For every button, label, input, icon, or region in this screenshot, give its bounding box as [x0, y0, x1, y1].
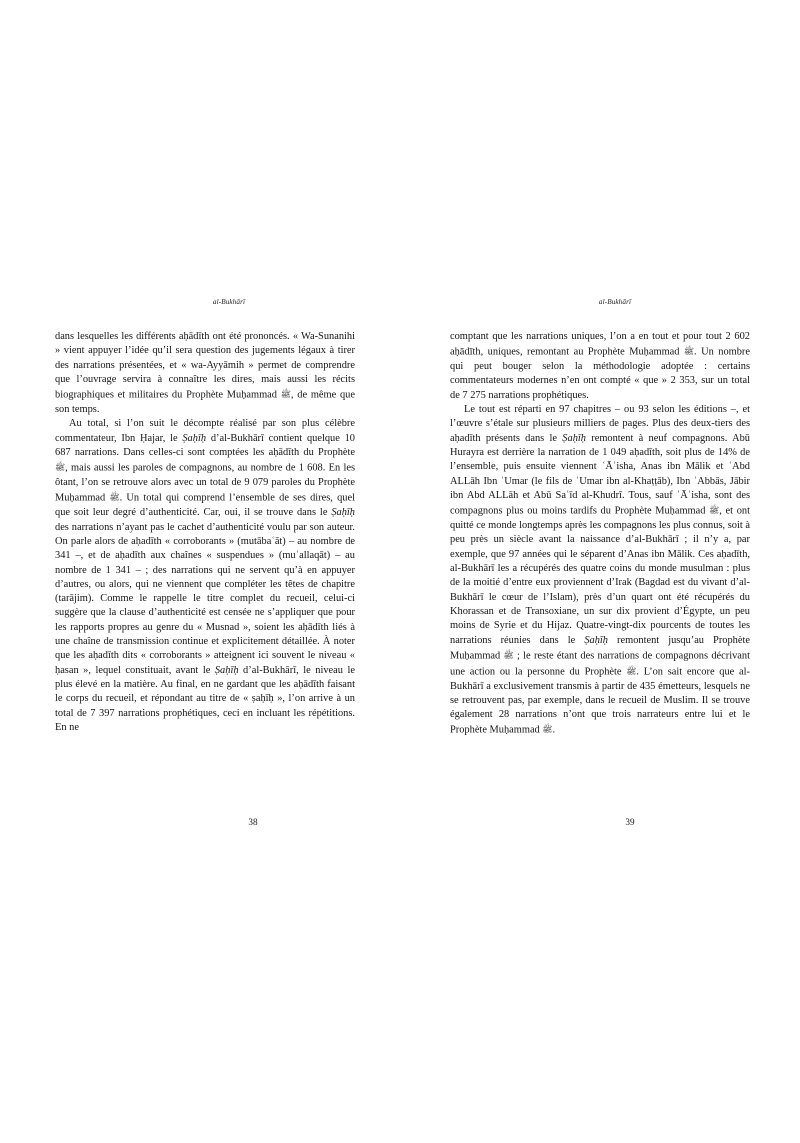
salawat-glyph: ﷺ [626, 665, 637, 676]
salawat-glyph: ﷺ [280, 389, 291, 400]
running-head-left: al-Bukhārī [212, 298, 246, 306]
salawat-glyph: ﷺ [109, 492, 120, 503]
page-left-body [55, 330, 355, 735]
salawat-glyph: ﷺ [709, 505, 720, 516]
salawat-glyph: ﷺ [542, 724, 553, 735]
folio-left: 38 [248, 817, 258, 827]
page-right [400, 0, 800, 1143]
italic-title: Ṣaḥīḥ [182, 432, 207, 444]
salawat-glyph: ﷺ [55, 462, 66, 473]
salawat-glyph: ﷺ [503, 649, 514, 660]
running-head-right: al-Bukhārī [598, 298, 632, 306]
page-left-text-block [55, 298, 355, 843]
page-right-body [450, 330, 750, 738]
paragraph: dans lesquelles les différents aḥādīth ont été prononcés. « Wa-Sunanihi » vient appuyer l’idée qu’il sera question des jugements légaux à tirer des narrations présentées, et « wa-Ayyāmih » permet de comprendre que l’ouvrage servira à connaître les dires, mais aussi les récits biographiques et militaires du Prophète Muḥammad ﷺ, de même que son temps. [55, 331, 355, 416]
italic-title: Ṣaḥīḥ [214, 664, 239, 676]
paragraph: comptant que les narrations uniques, l’on a en tout et pour tout 2 602 aḥādīth, uniques, remontant au Prophète Muḥammad ﷺ. Un nombre qui peut bouger selon la méthodologie adoptée : certains commentateurs modernes n’en ont compté « que » 2 353, sur un total de 7 275 narrations prophétiques. [450, 331, 750, 401]
italic-title: Ṣaḥīḥ [562, 432, 586, 444]
paragraph: Le tout est réparti en 97 chapitres – ou 93 selon les éditions –, et l’œuvre s’étale sur plusieurs milliers de pages. Plus des deux-tiers des aḥadīth présents dans le Ṣaḥīḥ remontent à neuf compagnons. Abū Hurayra est derrière la narration de 1 049 aḥadīth, soit plus de 14% de l’ensemble, puis ensuite viennent ʿĀʾisha, Anas ibn Mālik et ʿAbd ALLāh Ibn ʿUmar (le fils de ʿUmar ibn al-Khaṭṭāb), Ibn ʿAbbās, Jābir ibn Abd ALLāh et Abū Saʿīd al-Khudrī. Tous, sauf ʿĀʾisha, sont des compagnons plus ou moins tardifs du Prophète Muḥammad ﷺ, et ont quitté ce monde longtemps après les compagnons les plus connus, soit à peu près un siècle avant la naissance d’al-Bukhārī ; il n’y a, par exemple, que 97 années qui le séparent d’Anas ibn Mālik. Ces aḥadīth, al-Bukhārī les a récupérés des quatre coins du monde musulman : plus de la moitié d’entre eux proviennent d’Irak (Bagdad est du vivant d’al-Bukhārī le cœur de l’Islam), près d’un quart ont été récupérés du Khorassan et de Transoxiane, un sur dix provient d’Égypte, un peu moins de Syrie et du Hijaz. Quatre-vingt-dix pourcents de toutes les narrations réunies dans le Ṣaḥīḥ remontent jusqu’au Prophète Muḥammad ﷺ ; le reste étant des narrations de compagnons décrivant une action ou la personne du Prophète ﷺ. L’on sait encore que al-Bukhārī a exclusivement transmis à partir de 435 émetteurs, lesquels ne se retrouvent pas, par exemple, dans le recueil de Muslim. Il se trouve également 28 narrations n’ont que trois narrateurs entre lui et le Prophète Muḥammad ﷺ. [450, 404, 750, 736]
folio-right: 39 [625, 817, 635, 827]
italic-title: Ṣaḥīḥ [584, 634, 608, 646]
italic-title: Ṣaḥīḥ [331, 507, 355, 519]
paragraph: Au total, si l’on suit le décompte réalisé par son plus célèbre commentateur, Ibn Ḥajar, le Ṣaḥīḥ d’al-Bukhārī contient quelque 10 687 narrations. Dans celles-ci sont comptées les aḥādīth du Prophète ﷺ, mais aussi les paroles de compagnons, au nombre de 1 608. En les ôtant, l’on se retrouve alors avec un total de 9 079 paroles du Prophète Muḥammad ﷺ. Un total qui comprend l’ensemble de ses dires, quel que soit leur degré d’authenticité. Car, oui, il se trouve dans le Ṣaḥīḥ des narrations n’ayant pas le cachet d’authenticité voulu par son auteur. On parle alors de aḥadīth « corroborants » (mutābaʿāt) – au nombre de 341 –, et de aḥadīth aux chaînes « suspendues » (muʿallaqāt) – au nombre de 1 341 – ; des narrations qui ne servent qu’à en appuyer d’autres, ou alors, qui ne viennent que compléter les têtes de chapitre (tarājim). Comme le rappelle le titre complet du recueil, celui-ci suggère que la clause d’authenticité est censée ne s’appliquer que pour les rapports propres au genre du « Musnad », soient les aḥādīth liés à une chaîne de transmission continue et explicitement détaillée. À noter que les aḥadīth dits « corroborants » atteignent ici souvent le niveau « ḥasan », lequel constituait, avant le Ṣaḥīḥ d’al-Bukhārī, le niveau le plus élevé en la matière. Au final, en ne gardant que les aḥādīth faisant le corps du recueil, et répondant au titre de « ṣaḥīḥ », l’on arrive à un total de 7 397 narrations prophétiques, ceci en incluant les répétitions. En ne [55, 418, 356, 733]
page-right-text-block [450, 298, 750, 843]
salawat-glyph: ﷺ [683, 346, 695, 357]
